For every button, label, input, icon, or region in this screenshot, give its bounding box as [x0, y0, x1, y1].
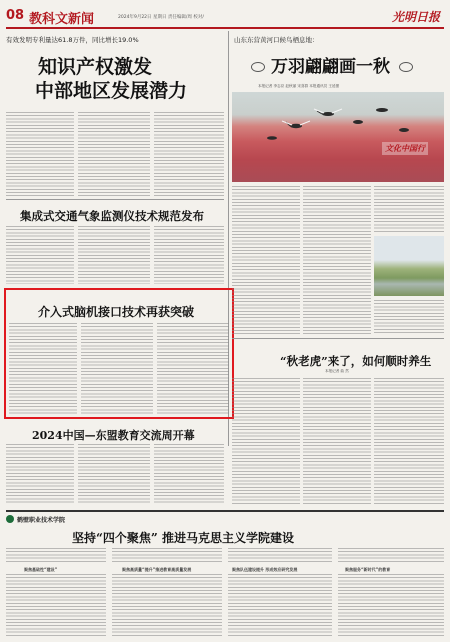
header-rule	[6, 27, 444, 29]
weather-body-col2	[78, 226, 150, 284]
autumn-byline: 本报记者 曲 然	[325, 369, 349, 373]
autumn-body-col2	[303, 378, 371, 504]
ip-headline-line2: 中部地区发展潜力	[35, 80, 188, 102]
headline-ornament-left	[251, 62, 265, 72]
college-sub3: 聚焦队伍建设提升 形成效应研究发展	[232, 567, 298, 572]
headline-ornament-right	[399, 62, 413, 72]
ip-headline-line1: 知识产权激发	[38, 56, 153, 78]
birds-body-col3	[374, 186, 444, 232]
college-body-col5	[6, 574, 106, 636]
weather-body-col1	[6, 226, 74, 284]
china-asean-body-col3	[154, 444, 224, 504]
autumn-body-col3	[374, 378, 444, 504]
page-number: 08	[6, 8, 25, 23]
college-body-col3	[228, 548, 332, 564]
section-title: 教科文新闻	[29, 12, 95, 27]
college-sub2: 聚焦高质量“提升”推进教育高质量发展	[122, 567, 192, 572]
college-body-col8	[338, 574, 444, 636]
river-photo	[374, 236, 444, 296]
cranes-illustration	[232, 92, 444, 182]
ip-kicker: 有效发明专利量达61.8万件，同比增长19.0%	[6, 36, 139, 44]
weather-headline: 集成式交通气象监测仪技术规范发布	[20, 209, 204, 223]
ip-body-col3	[154, 112, 224, 196]
college-top-rule	[6, 510, 444, 512]
culture-china-stamp: 文化中国行	[382, 142, 428, 155]
college-headline: 坚持“四个聚焦” 推进马克思主义学院建设	[72, 531, 294, 545]
birds-body-col2	[303, 186, 371, 334]
birds-body-col4	[374, 300, 444, 334]
wetland-photo	[232, 92, 444, 182]
ip-body-col1	[6, 112, 74, 196]
ip-rule	[6, 199, 224, 200]
china-asean-body-col1	[6, 444, 74, 504]
masthead-logo: 光明日报	[392, 10, 441, 24]
weather-body-col3	[154, 226, 224, 284]
birds-byline: 本报记者 李志臣 赵秋丽 宋喜群 本报通讯员 王延蕾	[258, 84, 340, 88]
college-badge	[6, 515, 14, 523]
autumn-body-col1	[232, 378, 300, 504]
birds-rule	[232, 338, 444, 339]
college-body-col7	[228, 574, 332, 636]
college-body-col4	[338, 548, 444, 564]
birds-body-col1	[232, 186, 300, 334]
birds-headline: 万羽翩翩画一秋	[271, 57, 390, 77]
bci-body-col2	[81, 323, 153, 415]
china-asean-body-col2	[78, 444, 150, 504]
bci-headline: 介入式脑机接口技术再获突破	[38, 305, 195, 319]
college-body-col6	[112, 574, 222, 636]
college-sub1: 聚焦基础性“建设”	[24, 567, 58, 572]
bci-body-col3	[157, 323, 229, 415]
china-asean-headline: 2024中国—东盟教育交流周开幕	[32, 429, 195, 442]
college-sub4: 聚焦服务“新时代”的教育	[345, 567, 391, 572]
bci-body-col1	[9, 323, 77, 415]
autumn-headline: “秋老虎”来了，如何顺时养生	[280, 354, 432, 368]
ip-body-col2	[78, 112, 150, 196]
college-body-col2	[112, 548, 222, 564]
college-body-col1	[6, 548, 106, 564]
college-name: 鹤壁职业技术学院	[17, 517, 66, 524]
issue-meta: 2024年9月22日 星期日 责任编辑/周 校对/	[118, 15, 204, 20]
birds-kicker: 山东东营黄河口候鸟栖息地：	[234, 36, 319, 44]
